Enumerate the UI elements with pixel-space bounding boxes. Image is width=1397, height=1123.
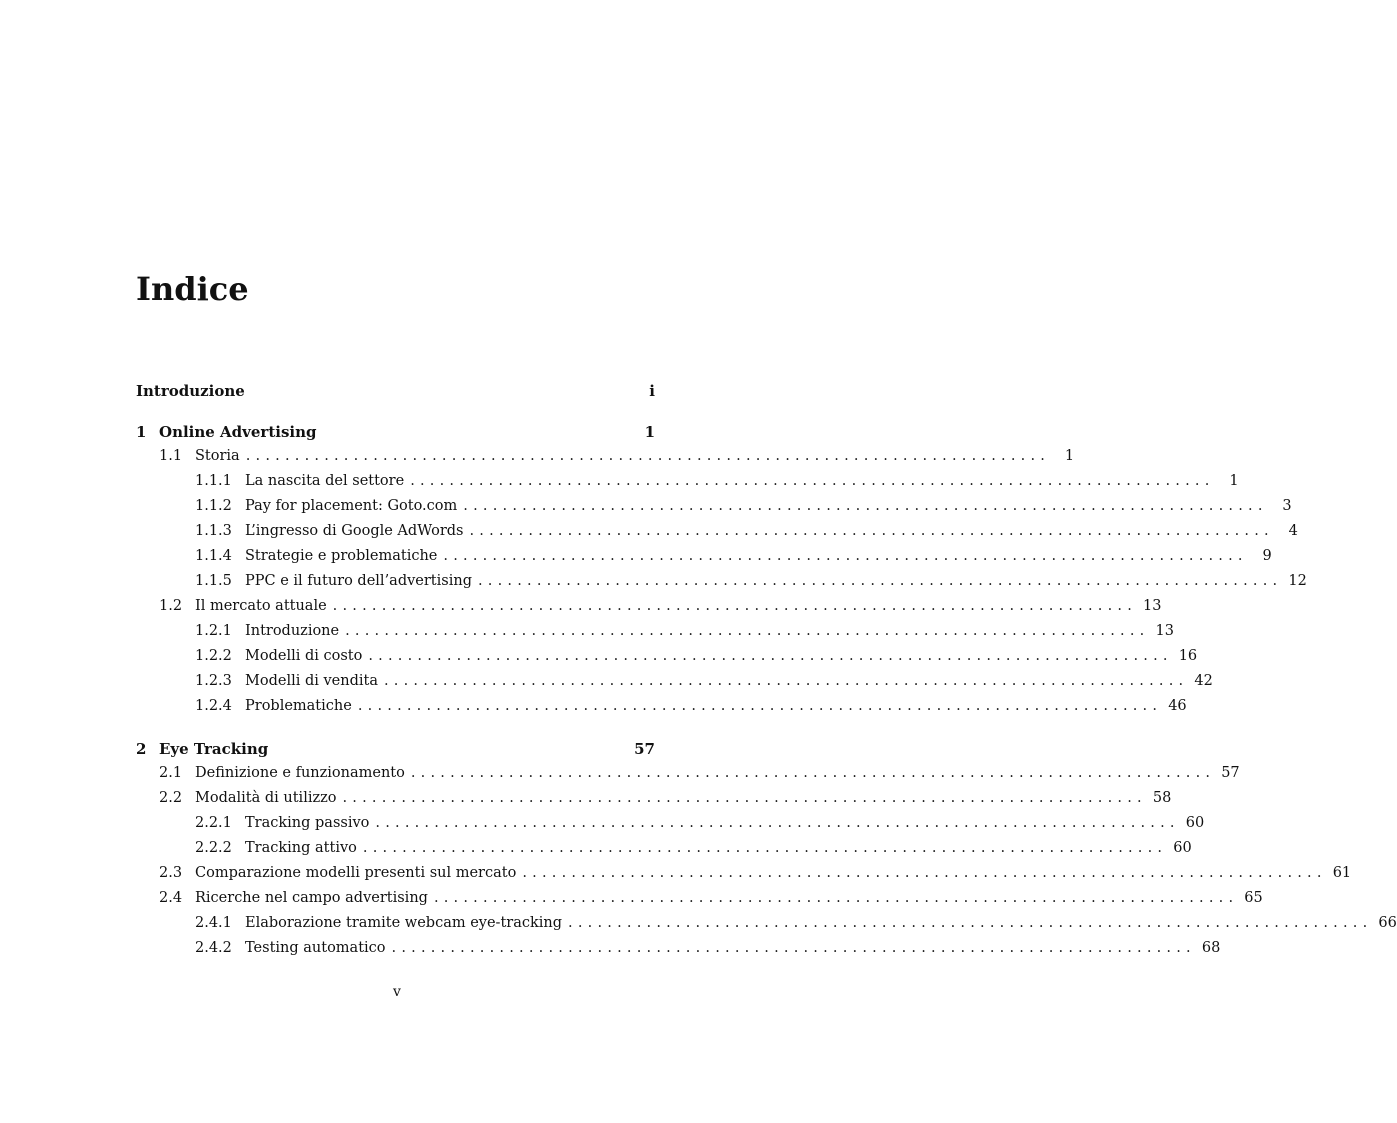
toc-entry[interactable] bbox=[136, 815, 1205, 840]
page-title: Indice bbox=[136, 270, 249, 308]
toc-chapter-label: Eye Tracking bbox=[159, 740, 269, 758]
toc-entry-number: 2.2.2 bbox=[195, 840, 232, 856]
toc-entry[interactable] bbox=[136, 573, 1307, 598]
toc-entry[interactable] bbox=[136, 940, 1221, 965]
toc-leader-dots: .................................................................................. bbox=[384, 673, 1189, 689]
toc-entry[interactable] bbox=[136, 548, 1272, 573]
toc-entry-label: Il mercato attuale bbox=[195, 598, 327, 614]
toc-chapter-number: 1 bbox=[136, 423, 147, 441]
toc-entry-number: 2.2 bbox=[159, 790, 183, 806]
toc-entry[interactable] bbox=[136, 790, 1172, 815]
toc-entry-label: Modelli di vendita bbox=[245, 673, 378, 689]
toc-entry-number: 1.2 bbox=[159, 598, 183, 614]
toc-entry-label: Tracking attivo bbox=[245, 840, 357, 856]
toc-entry-page: 58 bbox=[1152, 790, 1172, 806]
toc-leader-dots: .................................................................................. bbox=[345, 623, 1150, 639]
toc-entry-label: Introduzione bbox=[245, 623, 340, 639]
toc-entry-number: 2.4.2 bbox=[195, 940, 232, 956]
toc-entry-number: 1.1.4 bbox=[195, 548, 232, 564]
toc-entry[interactable] bbox=[136, 840, 1192, 865]
toc-chapter-page: 57 bbox=[634, 740, 655, 758]
toc-entry-number: 1.2.1 bbox=[195, 623, 232, 639]
toc-entry-page: 12 bbox=[1288, 573, 1307, 589]
toc-entry-number: 1.1.1 bbox=[195, 473, 232, 489]
toc-leader-dots: .................................................................................. bbox=[368, 648, 1173, 664]
toc-leader-dots: .................................................................................. bbox=[522, 865, 1327, 881]
toc-entry[interactable] bbox=[136, 865, 1352, 890]
toc-entry-label: L’ingresso di Google AdWords bbox=[245, 523, 464, 539]
toc-entry-label: Ricerche nel campo advertising bbox=[195, 890, 428, 906]
toc-entry-page: 42 bbox=[1194, 673, 1213, 689]
toc-entry-page: 66 bbox=[1378, 915, 1397, 931]
toc-entry-number: 1.2.2 bbox=[195, 648, 232, 664]
toc-entry-page: 61 bbox=[1332, 865, 1352, 881]
toc-entry[interactable] bbox=[136, 890, 1263, 915]
toc-leader-dots: .................................................................................. bbox=[463, 498, 1268, 514]
toc-entry[interactable] bbox=[136, 915, 1397, 940]
toc-entry-label: Tracking passivo bbox=[245, 815, 370, 831]
toc-chapter-1 bbox=[136, 423, 1307, 723]
toc-entry-number: 1.1.2 bbox=[195, 498, 232, 514]
toc-entry[interactable] bbox=[136, 673, 1213, 698]
toc-entry[interactable] bbox=[136, 765, 1240, 790]
toc-leader-dots: .................................................................................. bbox=[332, 598, 1138, 614]
toc-entry-number: 2.3 bbox=[159, 865, 183, 881]
toc-entry-page: 60 bbox=[1173, 840, 1192, 856]
toc-entry-page: 13 bbox=[1155, 623, 1174, 639]
toc-entry[interactable] bbox=[136, 473, 1239, 498]
toc-entry-label: Strategie e problematiche bbox=[245, 548, 438, 564]
toc-entry-label: Definizione e funzionamento bbox=[195, 765, 405, 781]
toc-entry[interactable] bbox=[136, 698, 1187, 723]
toc-entry-page: 1 bbox=[1064, 448, 1075, 464]
toc-leader-dots: .................................................................................. bbox=[410, 765, 1216, 781]
toc-entry-label: Storia bbox=[195, 448, 240, 464]
toc-entry-number: 2.1 bbox=[159, 765, 183, 781]
toc-entry-label: Modalità di utilizzo bbox=[195, 790, 337, 806]
toc-entry[interactable] bbox=[136, 498, 1292, 523]
toc-entry-number: 2.2.1 bbox=[195, 815, 232, 831]
toc-chapter-2 bbox=[136, 740, 1397, 965]
toc-leader-dots: .................................................................................. bbox=[410, 473, 1215, 489]
toc-entry-label: Modelli di costo bbox=[245, 648, 363, 664]
toc-leader-dots: .................................................................................. bbox=[469, 523, 1274, 539]
toc-entry-number: 1.2.4 bbox=[195, 698, 232, 714]
toc-entry-label: Introduzione bbox=[136, 382, 245, 400]
toc-entry-page: i bbox=[649, 382, 655, 400]
toc-entry-introduction[interactable] bbox=[136, 382, 655, 407]
toc-entry-page: 1 bbox=[1229, 473, 1239, 489]
toc-entry-label: Pay for placement: Goto.com bbox=[245, 498, 458, 514]
toc-entry-number: 2.4 bbox=[159, 890, 183, 906]
toc-entry-number: 1.2.3 bbox=[195, 673, 232, 689]
toc-entry-page: 3 bbox=[1282, 498, 1292, 514]
toc-entry-page: 4 bbox=[1288, 523, 1298, 539]
toc-entry-number: 2.4.1 bbox=[195, 915, 232, 931]
toc-entry[interactable] bbox=[136, 598, 1162, 623]
toc-entry-label: Testing automatico bbox=[245, 940, 386, 956]
toc-leader-dots: .................................................................................. bbox=[477, 573, 1283, 589]
toc-leader-dots: .................................................................................. bbox=[245, 448, 1051, 464]
toc-chapter-heading[interactable] bbox=[136, 423, 655, 448]
toc-entry[interactable] bbox=[136, 448, 1075, 473]
toc-entry-page: 46 bbox=[1168, 698, 1187, 714]
toc-entry[interactable] bbox=[136, 623, 1174, 648]
toc-leader-dots: .................................................................................. bbox=[433, 890, 1239, 906]
toc-leader-dots: .................................................................................. bbox=[443, 548, 1248, 564]
toc-entry-number: 1.1.3 bbox=[195, 523, 232, 539]
toc-entry-label: Elaborazione tramite webcam eye-tracking bbox=[245, 915, 563, 931]
toc-entry-label: La nascita del settore bbox=[245, 473, 405, 489]
toc-entry-label: Problematiche bbox=[245, 698, 352, 714]
toc-entry[interactable] bbox=[136, 523, 1298, 548]
toc-chapter-label: Online Advertising bbox=[159, 423, 317, 441]
toc-leader-dots: .................................................................................. bbox=[362, 840, 1168, 856]
toc-entry-label: PPC e il futuro dell’advertising bbox=[245, 573, 472, 589]
toc-entry-page: 9 bbox=[1262, 548, 1272, 564]
toc-entry-page: 68 bbox=[1201, 940, 1221, 956]
toc-leader-dots: .................................................................................. bbox=[357, 698, 1163, 714]
toc-entry-page: 65 bbox=[1244, 890, 1263, 906]
toc-entry-page: 16 bbox=[1178, 648, 1198, 664]
toc-chapter-page: 1 bbox=[644, 423, 655, 441]
toc-chapter-heading[interactable] bbox=[136, 740, 655, 765]
toc-leader-dots: .................................................................................. bbox=[342, 790, 1147, 806]
page-number: v bbox=[393, 984, 401, 1000]
toc-intro bbox=[136, 382, 655, 407]
toc-entry-label: Comparazione modelli presenti sul mercato bbox=[195, 865, 517, 881]
toc-leader-dots: .................................................................................. bbox=[375, 815, 1180, 831]
toc-chapter-number: 2 bbox=[136, 740, 147, 758]
toc-entry-number: 1.1 bbox=[159, 448, 183, 464]
toc-entry-page: 57 bbox=[1221, 765, 1240, 781]
toc-entry-page: 13 bbox=[1143, 598, 1162, 614]
toc-leader-dots: .................................................................................. bbox=[568, 915, 1373, 931]
toc-entry-page: 60 bbox=[1185, 815, 1205, 831]
toc-entry-number: 1.1.5 bbox=[195, 573, 232, 589]
toc-entry[interactable] bbox=[136, 648, 1198, 673]
toc-leader-dots: .................................................................................. bbox=[391, 940, 1196, 956]
